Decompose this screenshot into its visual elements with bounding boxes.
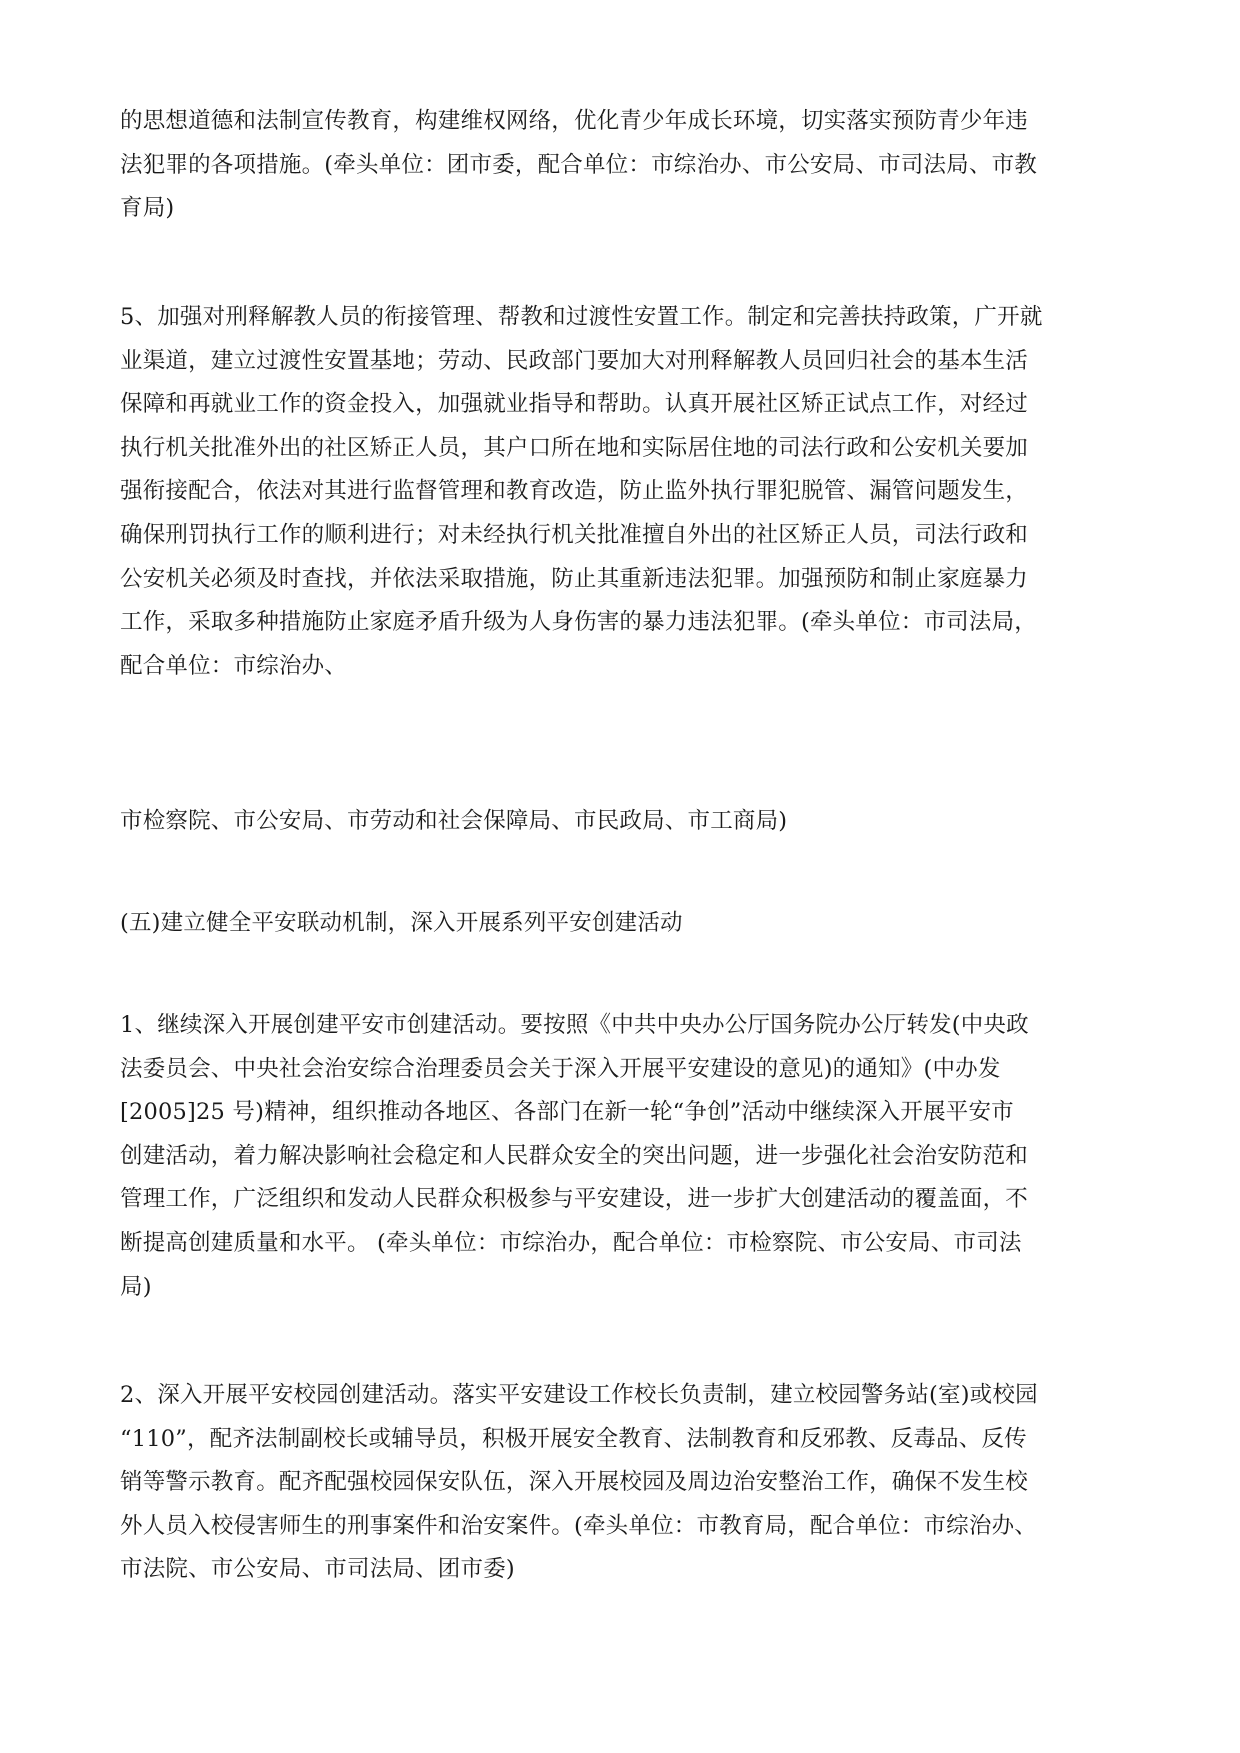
text-line: 强衔接配合，依法对其进行监督管理和教育改造，防止监外执行罪犯脱管、漏管问题发生，	[120, 478, 1029, 505]
text-line: 2、深入开展平安校园创建活动。落实平安建设工作校长负责制，建立校园警务站(室)或校园	[120, 1382, 1038, 1408]
text-line: 市法院、市公安局、市司法局、团市委)	[120, 1556, 515, 1583]
paragraph-cooperating-units-continued	[120, 800, 1124, 844]
section-heading: (五)建立健全平安联动机制，深入开展系列平安创建活动	[120, 910, 683, 936]
paragraph-item-5-released-persons	[120, 296, 1124, 688]
text-line: 1、继续深入开展创建平安市创建活动。要按照《中共中央办公厅国务院办公厅转发(中央政	[120, 1012, 1029, 1038]
text-line: 市检察院、市公安局、市劳动和社会保障局、市民政局、市工商局)	[120, 808, 788, 834]
text-line: 育局)	[120, 195, 175, 222]
text-line: 确保刑罚执行工作的顺利进行；对未经执行机关批准擅自外出的社区矫正人员，司法行政和	[120, 521, 1029, 548]
text-line: 外人员入校侵害师生的刑事案件和治安案件。(牵头单位：市教育局，配合单位：市综治办、	[120, 1512, 1037, 1539]
text-line: 局)	[120, 1273, 152, 1300]
text-line: 配合单位：市综治办、	[120, 652, 348, 679]
text-line: 断提高创建质量和水平。 (牵头单位：市综治办，配合单位：市检察院、市公安局、市司法	[120, 1229, 1022, 1256]
text-line: 执行机关批准外出的社区矫正人员，其户口所在地和实际居住地的司法行政和公安机关要加	[120, 434, 1029, 461]
text-line: 的思想道德和法制宣传教育，构建维权网络，优化青少年成长环境，切实落实预防青少年违	[120, 108, 1029, 134]
text-line: 公安机关必须及时查找，并依法采取措施，防止其重新违法犯罪。加强预防和制止家庭暴力	[120, 565, 1029, 592]
paragraph-item-2-safe-campus	[120, 1374, 1124, 1592]
text-line: 管理工作，广泛组织和发动人民群众积极参与平安建设，进一步扩大创建活动的覆盖面，不	[120, 1186, 1029, 1213]
paragraph-youth-crime-prevention	[120, 100, 1124, 231]
section-heading-five	[120, 902, 1124, 946]
text-line: 工作，采取多种措施防止家庭矛盾升级为人身伤害的暴力违法犯罪。(牵头单位：市司法局，	[120, 609, 1037, 636]
text-line: 法犯罪的各项措施。(牵头单位：团市委，配合单位：市综治办、市公安局、市司法局、市教	[120, 151, 1037, 178]
text-line: 销等警示教育。配齐配强校园保安队伍，深入开展校园及周边治安整治工作，确保不发生校	[120, 1469, 1029, 1496]
text-line: 业渠道，建立过渡性安置基地；劳动、民政部门要加大对刑释解教人员回归社会的基本生活	[120, 347, 1029, 374]
text-line: 创建活动，着力解决影响社会稳定和人民群众安全的突出问题，进一步强化社会治安防范和	[120, 1142, 1029, 1169]
text-line: [2005]25 号)精神，组织推动各地区、各部门在新一轮“争创”活动中继续深入开展平安市	[120, 1099, 1014, 1126]
text-line: 法委员会、中央社会治安综合治理委员会关于深入开展平安建设的意见)的通知》(中办发	[120, 1055, 1001, 1082]
text-line: 5、加强对刑释解教人员的衔接管理、帮教和过渡性安置工作。制定和完善扶持政策，广开就	[120, 304, 1043, 330]
text-line: 保障和再就业工作的资金投入，加强就业指导和帮助。认真开展社区矫正试点工作，对经过	[120, 391, 1029, 418]
paragraph-item-1-safe-city	[120, 1004, 1124, 1309]
text-line: “110”，配齐法制副校长或辅导员，积极开展安全教育、法制教育和反邪教、反毒品、反传	[120, 1425, 1027, 1452]
